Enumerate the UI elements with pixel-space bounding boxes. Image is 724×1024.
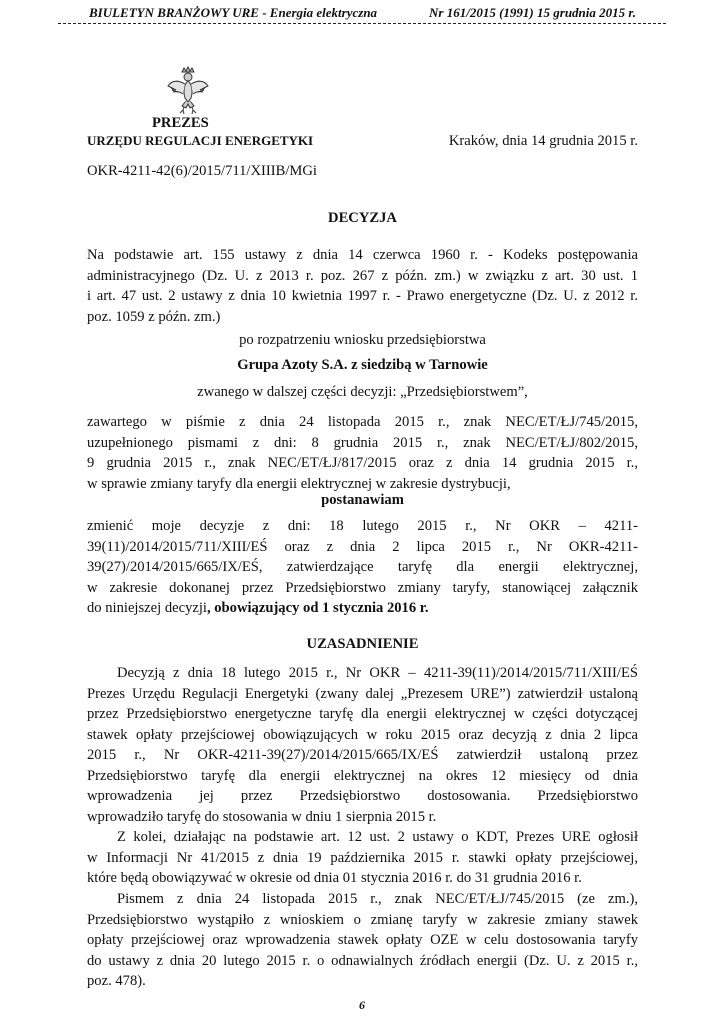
- paragraph-line: Z kolei, działając na podstawie art. 12 ust. 2 ustawy o KDT, Prezes URE ogłosił: [117, 829, 638, 845]
- request-details-paragraph: [87, 412, 638, 494]
- paragraph-line: 2015 r., Nr OKR-4211-39(27)/2014/2015/665/IX/EŚ zatwierdził ustaloną przez: [87, 747, 638, 763]
- paragraph-line: Przedsiębiorstwo wystąpiło z wnioskiem o zmianę taryfy w zakresie zmiany stawek: [87, 911, 638, 928]
- paragraph-line: uzupełnionego pismami z dni: 8 grudnia 2015 r., znak NEC/ET/ŁJ/802/2015,: [87, 434, 638, 451]
- paragraph-line: Decyzją z dnia 18 lutego 2015 r., Nr OKR – 4211-39(11)/2014/2015/711/XIII/EŚ: [117, 665, 638, 681]
- paragraph-line: Na podstawie art. 155 ustawy z dnia 14 czerwca 1960 r. - Kodeks postępowania: [87, 247, 638, 263]
- paragraph-line: Pismem z dnia 24 listopada 2015 r., znak NEC/ET/ŁJ/745/2015 (ze zm.),: [117, 891, 638, 907]
- paragraph-line: 39(27)/2014/2015/665/IX/EŚ, zatwierdzające taryfę dla energii elektrycznej,: [87, 559, 638, 575]
- resolution-last-start: do niniejszej decyzji: [87, 600, 207, 616]
- justification-title: UZASADNIENIE: [306, 636, 419, 652]
- paragraph-line: które będą obowiązywać w okresie od dnia 01 stycznia 2016 r. do 31 grudnia 2016 r.: [87, 870, 582, 886]
- paragraph-line: administracyjnego (Dz. U. z 2013 r. poz. 267 z późn. zm.) w związku z art. 30 ust. 1: [87, 267, 638, 284]
- issuer-office: URZĘDU REGULACJI ENERGETYKI: [87, 133, 314, 148]
- paragraph-line: opłaty przejściowej oraz wprowadzenia stawek opłaty OZE w celu dostosowania taryfy: [87, 932, 638, 948]
- paragraph-line: w zakresie dokonanej przez Przedsiębiorstwo zmiany taryfy, stanowiącej załącznik: [87, 579, 638, 596]
- decision-title: DECYZJA: [328, 210, 397, 226]
- paragraph-line: [87, 598, 638, 619]
- paragraph-line: Prezes Urzędu Regulacji Energetyki (zwany dalej „Prezesem URE”) zatwierdził ustaloną: [87, 685, 638, 702]
- justification-paragraph-2: [87, 827, 638, 889]
- justification-paragraph-1: [87, 663, 638, 827]
- paragraph-line: i art. 47 ust. 2 ustawy z dnia 10 kwietnia 1997 r. - Prawo energetyczne (Dz. U. z 2012 r.: [87, 288, 638, 304]
- paragraph-line: Przedsiębiorstwo taryfę dla energii elektrycznej na okres 12 miesięcy od dnia: [87, 767, 638, 784]
- resolve-word: postanawiam: [321, 492, 404, 508]
- resolution-paragraph: [87, 516, 638, 619]
- justification-paragraph-3: [87, 889, 638, 992]
- bulletin-issue: Nr 161/2015 (1991) 15 grudnia 2015 r.: [429, 5, 636, 20]
- company-name: Grupa Azoty S.A. z siedzibą w Tarnowie: [237, 357, 488, 373]
- paragraph-line: wprowadziło taryfę do stosowania w dniu 1 sierpnia 2015 r.: [87, 808, 437, 825]
- issuer-title: PREZES: [152, 115, 209, 131]
- paragraph-line: do ustawy z dnia 20 lutego 2015 r. o odnawialnych źródłach energii (Dz. U. z 2015 r.,: [87, 952, 638, 969]
- effective-date-bold: , obowiązujący od 1 stycznia 2016 r.: [206, 600, 429, 616]
- header-divider: [58, 23, 666, 24]
- paragraph-line: 39(11)/2014/2015/711/XIII/EŚ oraz z dnia 2 lipca 2015 r., Nr OKR-4211-: [87, 538, 638, 555]
- paragraph-line: poz. 478).: [87, 973, 146, 989]
- place-date: Kraków, dnia 14 grudnia 2015 r.: [448, 133, 638, 149]
- case-reference: OKR-4211-42(6)/2015/711/XIIIB/MGi: [87, 163, 317, 179]
- polish-eagle-emblem-icon: [166, 66, 210, 116]
- legal-basis-paragraph: [87, 245, 638, 327]
- paragraph-line: poz. 1059 z późn. zm.): [87, 308, 221, 325]
- paragraph-line: stawek opłaty przejściowej obowiązujących w roku 2015 oraz decyzją z dnia 2 lipca: [87, 726, 638, 743]
- bulletin-title: BIULETYN BRANŻOWY URE - Energia elektryczna: [89, 5, 378, 20]
- paragraph-line: zawartego w piśmie z dnia 24 listopada 2015 r., znak NEC/ET/ŁJ/745/2015,: [87, 414, 638, 430]
- company-alias: zwanego w dalszej części decyzji: „Przedsiębiorstwem”,: [197, 384, 528, 400]
- paragraph-line: w Informacji Nr 41/2015 z dnia 19 października 2015 r. stawki opłaty przejściowej,: [87, 849, 638, 866]
- paragraph-line: przez Przedsiębiorstwo energetyczne taryfę dla energii elektrycznej w części dotyczącej: [87, 706, 638, 722]
- paragraph-line: 9 grudnia 2015 r., znak NEC/ET/ŁJ/817/2015 oraz z dnia 14 grudnia 2015 r.,: [87, 455, 638, 471]
- paragraph-line: wprowadzenia jej przez Przedsiębiorstwo dostosowania. Przedsiębiorstwo: [87, 788, 638, 804]
- after-review-line: po rozpatrzeniu wniosku przedsiębiorstwa: [239, 332, 486, 348]
- page-number: 6: [359, 998, 365, 1012]
- paragraph-line: zmienić moje decyzje z dni: 18 lutego 2015 r., Nr OKR – 4211-: [87, 518, 638, 534]
- paragraph-line: w sprawie zmiany taryfy dla energii elektrycznej w zakresie dystrybucji,: [87, 475, 511, 492]
